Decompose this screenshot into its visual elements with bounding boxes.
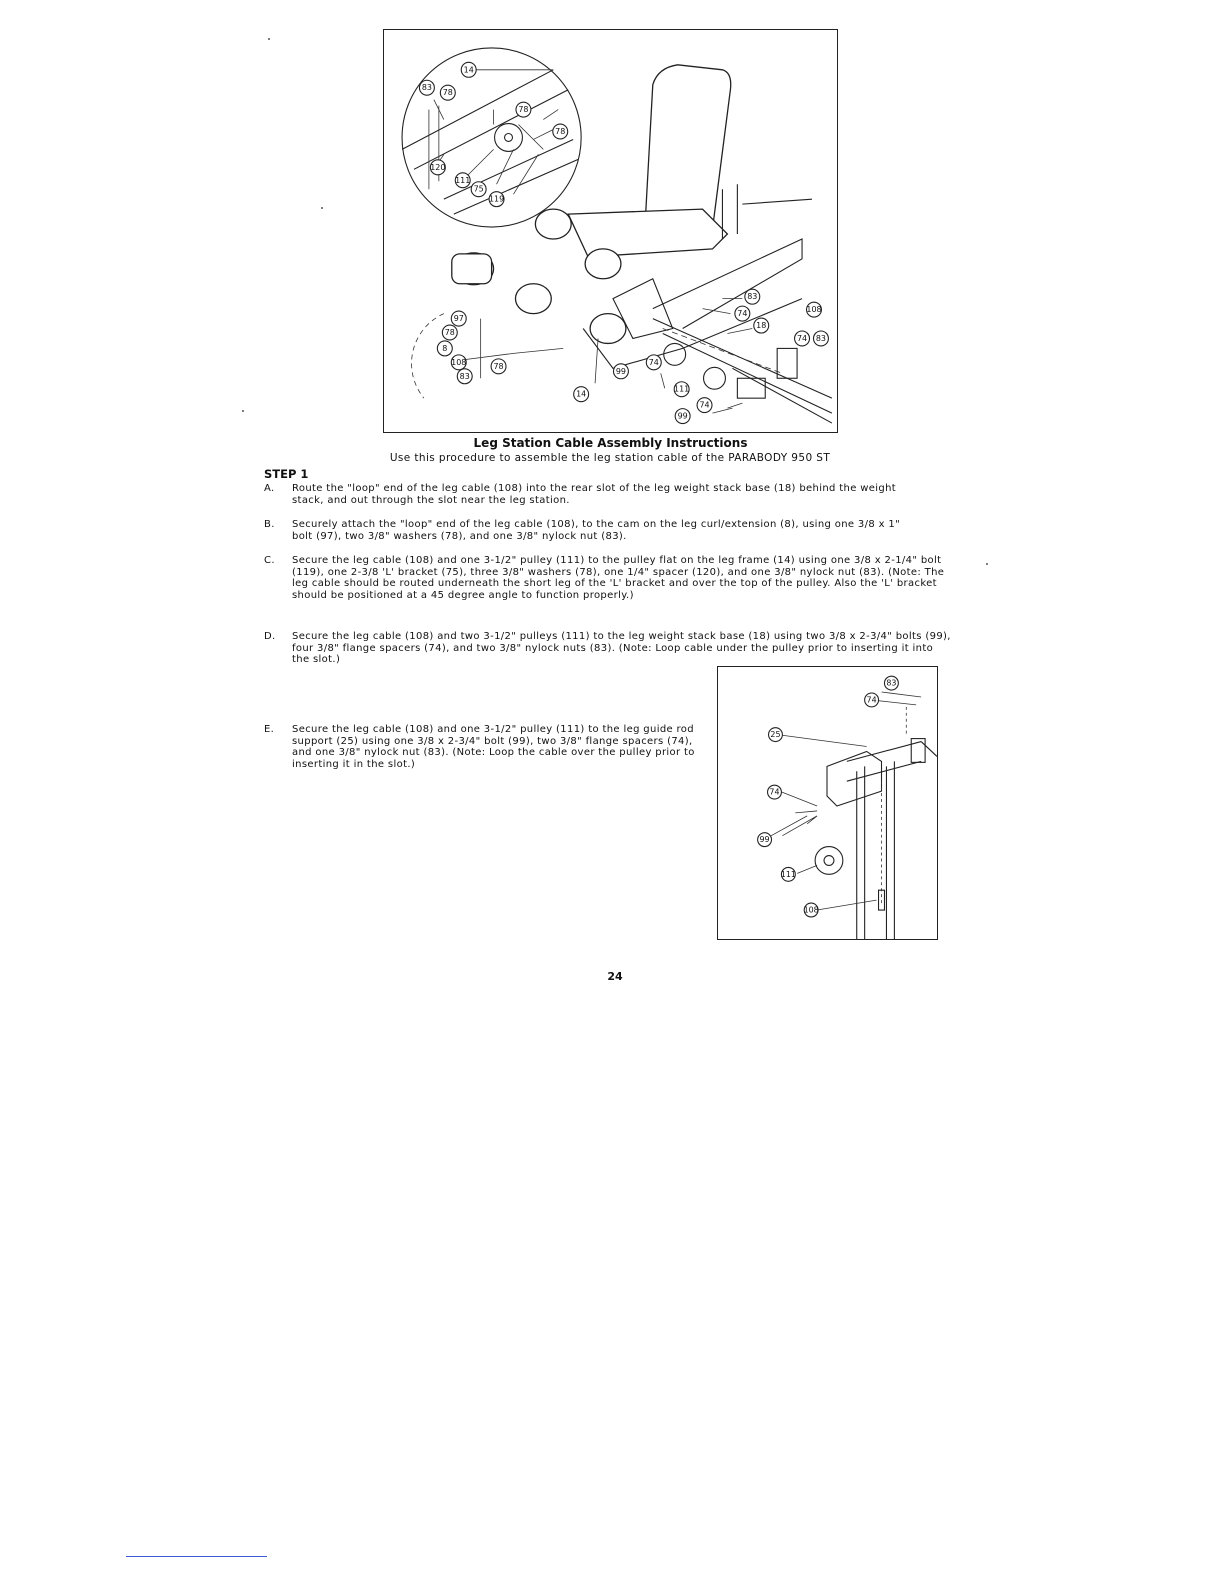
svg-text:78: 78 [444, 327, 455, 337]
guide-rod-drawing [718, 667, 937, 939]
svg-text:14: 14 [576, 389, 587, 399]
svg-text:119: 119 [488, 194, 505, 204]
svg-text:75: 75 [473, 184, 484, 194]
callout-75 [471, 182, 486, 197]
cable-route [663, 329, 782, 374]
callout-78-a [440, 85, 455, 100]
step-text: Secure the leg cable (108) and two 3-1/2" pulleys (111) to the leg weight stack base (18) using two 3/8 x 2-3/4" bolts (99), four 3/8" flange spacers (74), and two 3/8" nylock nuts (83). (Note: Loop cable under the pulley prior to inserting it into the slot.) [292, 631, 951, 665]
scan-speck [321, 207, 323, 209]
callout-83-c [745, 289, 760, 304]
instructions-subtitle: Use this procedure to assemble the leg station cable of the PARABODY 950 ST [389, 452, 831, 464]
callout-74-c [646, 355, 661, 370]
callout-83-e [884, 676, 898, 690]
callout-74-a [735, 306, 750, 321]
pulley-detail [495, 124, 523, 152]
svg-text:18: 18 [756, 321, 767, 331]
pulley [815, 847, 843, 875]
callout-120 [430, 160, 445, 175]
svg-text:83: 83 [747, 292, 758, 302]
instructions-title: Leg Station Cable Assembly Instructions [473, 436, 748, 450]
scan-speck [242, 410, 244, 412]
roller-pad [590, 314, 626, 344]
callout-78-e [491, 359, 506, 374]
step-letter: B. [264, 519, 275, 530]
callout-74-d [697, 398, 712, 413]
svg-text:74: 74 [866, 695, 877, 705]
svg-text:74: 74 [648, 357, 659, 367]
callout-8 [437, 341, 452, 356]
step-text: Secure the leg cable (108) and one 3-1/2" pulley (111) to the leg guide rod support (25) using one 3/8 x 2-3/4" bolt (99), two 3/8" flange spacers (74), and one 3/8" nylock nut (83). (Note: Loop the cable over the pulley prior to inserting it in the slot.) [292, 724, 695, 770]
seat-pad [568, 209, 727, 257]
callout-99-b [675, 409, 690, 424]
pulley [664, 343, 686, 365]
callout-83-b [457, 369, 472, 384]
svg-text:97: 97 [453, 314, 464, 324]
callout-119 [489, 192, 504, 207]
step-text: Securely attach the "loop" end of the leg cable (108), to the cam on the leg curl/extension (8), using one 3/8 x 1" bolt (97), two 3/8" washers (78), and one 3/8" nylock nut (83). [292, 519, 901, 542]
callout-111-c [781, 867, 796, 881]
svg-text:74: 74 [769, 787, 780, 797]
svg-text:78: 78 [555, 126, 566, 136]
callout-108-b [806, 302, 821, 317]
svg-text:108: 108 [803, 905, 819, 915]
svg-text:83: 83 [886, 678, 897, 688]
svg-text:108: 108 [806, 305, 822, 315]
callout-97 [451, 311, 466, 326]
svg-text:108: 108 [451, 357, 467, 367]
svg-text:74: 74 [796, 333, 808, 343]
step-letter: E. [264, 724, 275, 735]
svg-text:83: 83 [815, 333, 827, 343]
step-letter: A. [264, 483, 275, 494]
callout-18 [754, 318, 769, 333]
step-text: Route the "loop" end of the leg cable (108) into the rear slot of the leg weight stack base (18) behind the weight stack, and out through the slot near the leg station. [292, 483, 897, 506]
callout-74-e [865, 693, 879, 707]
inset-arc [412, 314, 444, 399]
callout-14-top [461, 62, 476, 77]
callout-74-b [795, 331, 810, 346]
seat-back-pad [645, 65, 731, 229]
step-letter: C. [264, 555, 275, 566]
svg-text:111: 111 [674, 384, 690, 394]
callout-78-c [553, 124, 568, 139]
step-letter: D. [264, 631, 276, 642]
callout-83-d [813, 331, 828, 346]
step-text: Secure the leg cable (108) and one 3-1/2" pulley (111) to the pulley flat on the leg frame (14) using one 3/8 x 2-1/4" bolt (119), one 2-3/8 'L' bracket (75), three 3/8" washers (78), one 1/4" spacer (120), and one 3/8" nylock nut (83). (Note: The leg cable should be routed underneath the short leg of the 'L' bracket and over the top of the pulley. Also the 'L' bracket should be positioned at a 45 degree angle to function properly.) [292, 555, 945, 601]
callout-99-a [613, 364, 628, 379]
callout-78-d [442, 325, 457, 340]
svg-text:74: 74 [699, 400, 710, 410]
roller-pad [515, 284, 551, 314]
main-assembly-figure [383, 29, 838, 433]
svg-text:78: 78 [493, 361, 504, 371]
roller-pad [535, 209, 571, 239]
callout-83-a [419, 80, 434, 95]
leg-station-drawing [384, 30, 837, 432]
bracket-plate [429, 106, 439, 190]
guide-rod-detail-figure [717, 666, 938, 940]
step-label: STEP 1 [264, 467, 309, 481]
svg-text:111: 111 [455, 175, 471, 185]
svg-text:120: 120 [430, 162, 446, 172]
callout-111-a [455, 173, 470, 188]
scan-speck [986, 563, 988, 565]
svg-text:111: 111 [780, 869, 796, 879]
scan-speck [268, 38, 270, 40]
callout-14-bottom [574, 387, 589, 402]
svg-text:25: 25 [770, 730, 781, 740]
svg-text:99: 99 [677, 411, 688, 421]
svg-text:78: 78 [518, 105, 529, 115]
svg-text:14: 14 [463, 65, 474, 75]
callout-25 [769, 728, 783, 742]
svg-text:78: 78 [442, 88, 453, 98]
svg-text:99: 99 [615, 366, 627, 376]
guide-rods [857, 761, 895, 939]
svg-text:99: 99 [759, 835, 770, 845]
footer-rule [126, 1556, 267, 1557]
callout-111-b [674, 382, 689, 397]
callout-99-c [758, 833, 772, 847]
callout-108-c [804, 903, 819, 917]
top-frame [847, 742, 937, 782]
svg-text:74: 74 [737, 309, 748, 319]
stack-base-block [737, 378, 765, 398]
svg-text:83: 83 [421, 83, 432, 93]
roller-pad [585, 249, 621, 279]
callout-108-a [451, 355, 466, 370]
callout-78-b [516, 102, 531, 117]
pulley [704, 367, 726, 389]
page-number: 24 [607, 970, 623, 983]
callout-74-f [768, 785, 782, 799]
svg-text:8: 8 [442, 343, 448, 353]
svg-text:83: 83 [459, 371, 470, 381]
